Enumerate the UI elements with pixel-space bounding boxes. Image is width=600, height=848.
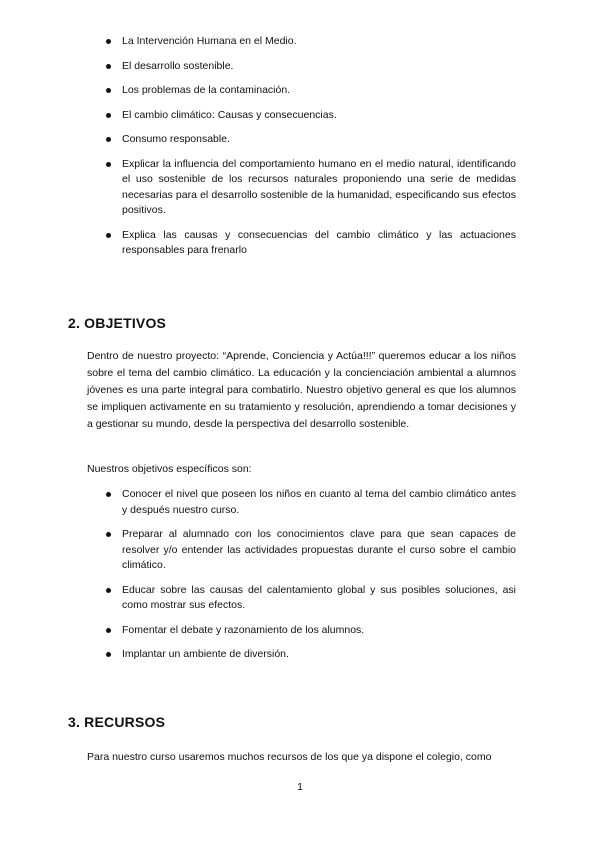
- bullet-icon: [106, 162, 111, 167]
- bullet-icon: [106, 88, 111, 93]
- bullet-icon: [106, 588, 111, 593]
- list-item: El cambio climático: Causas y consecuencias.: [106, 108, 516, 124]
- list-item: Explica las causas y consecuencias del cambio climático y las actuaciones responsables para frenarlo: [106, 228, 516, 259]
- list-item: Explicar la influencia del comportamiento humano en el medio natural, identificando el uso sostenible de los recursos naturales proponiendo una serie de medidas necesarias para el desarrollo sostenible de la humanidad, especificando sus efectos positivos.: [106, 157, 516, 219]
- objetivos-list: [106, 487, 516, 672]
- bullet-icon: [106, 492, 111, 497]
- list-item: El desarrollo sostenible.: [106, 59, 516, 75]
- list-item: Consumo responsable.: [106, 132, 516, 148]
- list-item: Preparar al alumnado con los conocimientos clave para que sean capaces de resolver y/o entender las actividades propuestas durante el curso sobre el cambio climático.: [106, 527, 516, 574]
- list-item: Implantar un ambiente de diversión.: [106, 647, 516, 663]
- list-item: Fomentar el debate y razonamiento de los alumnos.: [106, 623, 516, 639]
- section-heading-objetivos: 2. OBJETIVOS: [68, 315, 167, 331]
- bullet-icon: [106, 39, 111, 44]
- topics-list: [106, 34, 516, 268]
- recursos-paragraph: Para nuestro curso usaremos muchos recursos de los que ya dispone el colegio, como: [87, 751, 492, 763]
- objetivos-intro-paragraph: Dentro de nuestro proyecto: “Aprende, Conciencia y Actúa!!!” queremos educar a los niños sobre el tema del cambio climático. La educación y la concienciación ambiental a alumnos jóvenes es una parte integral para combatirlo. Nuestro objetivo general es que los alumnos se impliquen activamente en su tratamiento y resolución, aprendiendo a tomar decisiones y a gestionar su mundo, desde la perspectiva del desarrollo sostenible.: [87, 350, 516, 430]
- bullet-icon: [106, 233, 111, 238]
- bullet-icon: [106, 532, 111, 537]
- bullet-icon: [106, 64, 111, 69]
- list-item: Educar sobre las causas del calentamiento global y sus posibles soluciones, asi como mostrar sus efectos.: [106, 583, 516, 614]
- bullet-icon: [106, 628, 111, 633]
- bullet-icon: [106, 652, 111, 657]
- objetivos-specific-intro: Nuestros objetivos específicos son:: [87, 463, 252, 475]
- list-item: La Intervención Humana en el Medio.: [106, 34, 516, 50]
- page-number: 1: [297, 781, 303, 793]
- bullet-icon: [106, 137, 111, 142]
- list-item: Conocer el nivel que poseen los niños en cuanto al tema del cambio climático antes y después nuestro curso.: [106, 487, 516, 518]
- bullet-icon: [106, 113, 111, 118]
- section-heading-recursos: 3. RECURSOS: [68, 714, 166, 730]
- list-item: Los problemas de la contaminación.: [106, 83, 516, 99]
